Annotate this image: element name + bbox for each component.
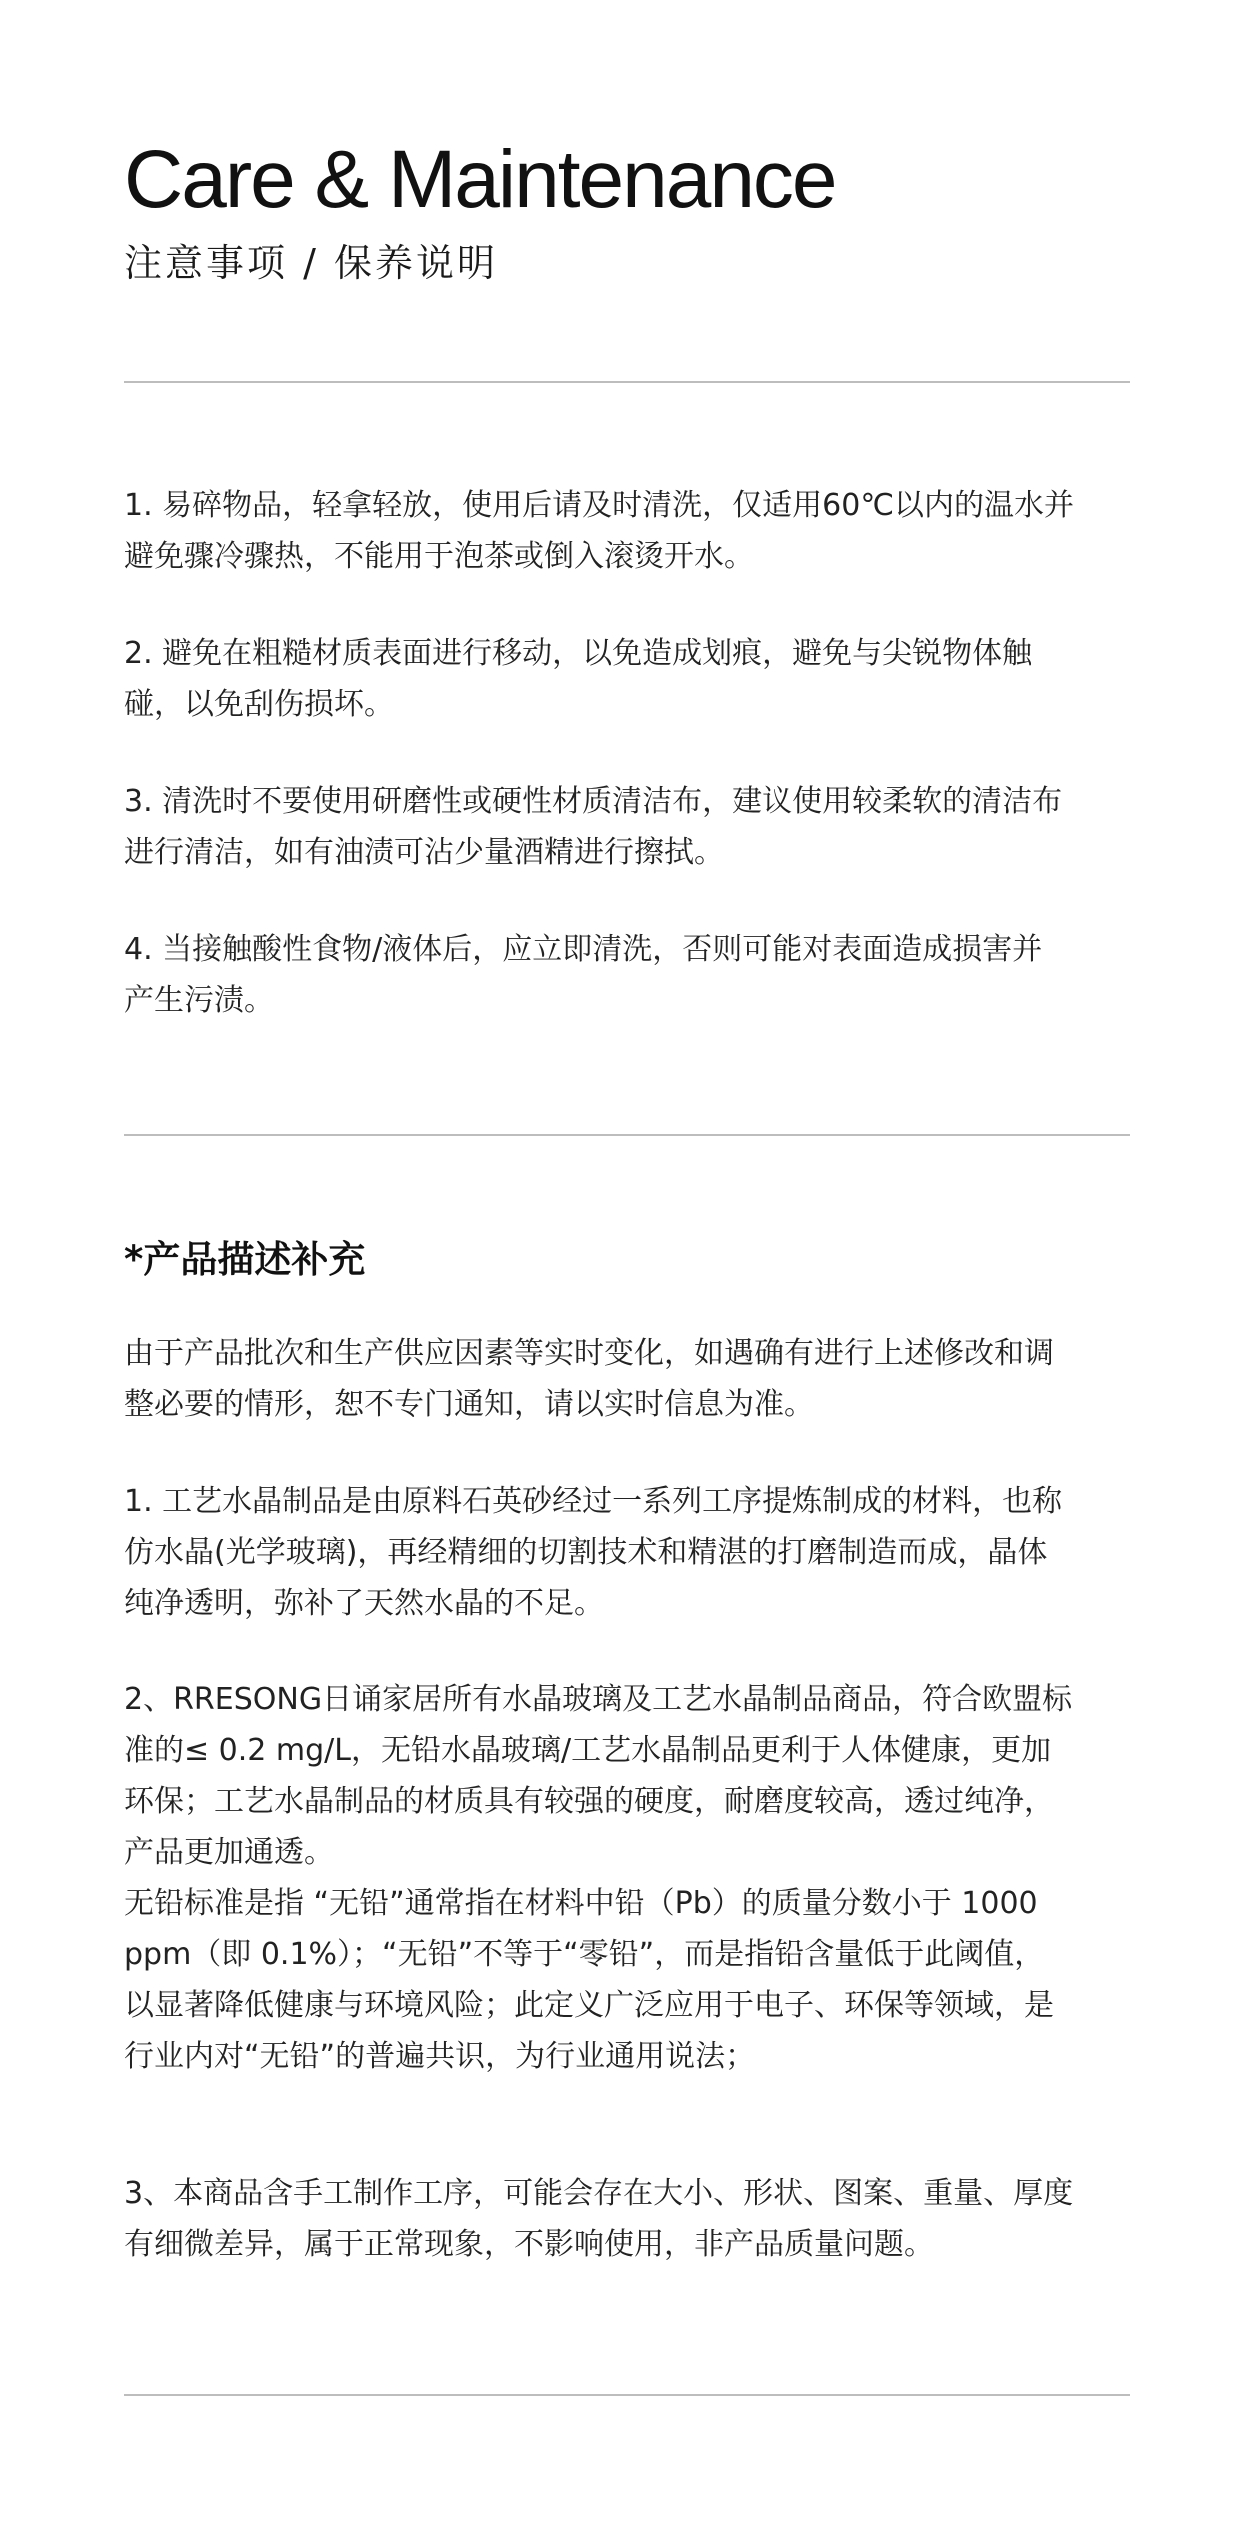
care-note-1-line-1: 1. 易碎物品，轻拿轻放，使用后请及时清洗，仅适用60℃以内的温水并 xyxy=(124,488,1075,523)
care-note-3-line-2: 进行清洁，如有油渍可沾少量酒精进行擦拭。 xyxy=(124,835,724,870)
supplement-item-3-line-1: 3、本商品含手工制作工序，可能会存在大小、形状、图案、重量、厚度 xyxy=(124,2176,1074,2211)
supplement-item-2-line-1: 2、RRESONG日诵家居所有水晶玻璃及工艺水晶制品商品，符合欧盟标 xyxy=(124,1682,1073,1717)
supplement-item-1-line-2: 仿水晶(光学玻璃)，再经精细的切割技术和精湛的打磨制造而成，晶体 xyxy=(124,1535,1048,1570)
care-note-2-line-2: 碰，以免刮伤损坏。 xyxy=(124,687,394,722)
page-subtitle: 注意事项 / 保养说明 xyxy=(124,241,498,285)
supplement-item-2-line-3: 环保；工艺水晶制品的材质具有较强的硬度，耐磨度较高，透过纯净， xyxy=(124,1784,1054,1819)
supplement-item-2-line-5: 无铅标准是指 “无铅”通常指在材料中铅（Pb）的质量分数小于 1000 xyxy=(124,1886,1038,1921)
care-note-1-line-2: 避免骤冷骤热，不能用于泡茶或倒入滚烫开水。 xyxy=(124,539,754,574)
supplement-intro-line-2: 整必要的情形，恕不专门通知，请以实时信息为准。 xyxy=(124,1387,814,1422)
care-note-3 xyxy=(124,776,1134,878)
divider-bottom xyxy=(124,2394,1130,2396)
supplement-item-2-line-6: ppm（即 0.1%）；“无铅”不等于“零铅”，而是指铅含量低于此阈值， xyxy=(124,1937,1045,1972)
supplement-item-3-line-2: 有细微差异，属于正常现象，不影响使用，非产品质量问题。 xyxy=(124,2227,934,2262)
supplement-intro xyxy=(124,1328,1134,1430)
supplement-item-2-line-8: 行业内对“无铅”的普遍共识，为行业通用说法； xyxy=(124,2039,756,2074)
care-note-4 xyxy=(124,924,1134,1026)
supplement-item-2-line-7: 以显著降低健康与环境风险；此定义广泛应用于电子、环保等领域，是 xyxy=(124,1988,1054,2023)
supplement-item-1 xyxy=(124,1476,1134,1629)
care-note-2 xyxy=(124,628,1134,730)
care-note-3-line-1: 3. 清洗时不要使用研磨性或硬性材质清洁布，建议使用较柔软的清洁布 xyxy=(124,784,1063,819)
care-note-4-line-2: 产生污渍。 xyxy=(124,983,274,1018)
supplement-item-1-line-3: 纯净透明，弥补了天然水晶的不足。 xyxy=(124,1586,604,1621)
care-note-2-line-1: 2. 避免在粗糙材质表面进行移动，以免造成划痕，避免与尖锐物体触 xyxy=(124,636,1033,671)
supplement-item-2-line-4: 产品更加通透。 xyxy=(124,1835,334,1870)
supplement-intro-line-1: 由于产品批次和生产供应因素等实时变化，如遇确有进行上述修改和调 xyxy=(124,1336,1054,1371)
divider-middle xyxy=(124,1134,1130,1136)
care-note-1 xyxy=(124,480,1134,582)
supplement-heading: *产品描述补充 xyxy=(124,1238,366,1281)
divider-top xyxy=(124,381,1130,383)
page-title: Care & Maintenance xyxy=(124,134,836,225)
care-note-4-line-1: 4. 当接触酸性食物/液体后，应立即清洗，否则可能对表面造成损害并 xyxy=(124,932,1043,967)
supplement-item-3 xyxy=(124,2168,1134,2270)
supplement-item-2-line-2: 准的≤ 0.2 mg/L，无铅水晶玻璃/工艺水晶制品更利于人体健康，更加 xyxy=(124,1733,1052,1768)
supplement-item-1-line-1: 1. 工艺水晶制品是由原料石英砂经过一系列工序提炼制成的材料，也称 xyxy=(124,1484,1063,1519)
supplement-item-2 xyxy=(124,1674,1134,2082)
